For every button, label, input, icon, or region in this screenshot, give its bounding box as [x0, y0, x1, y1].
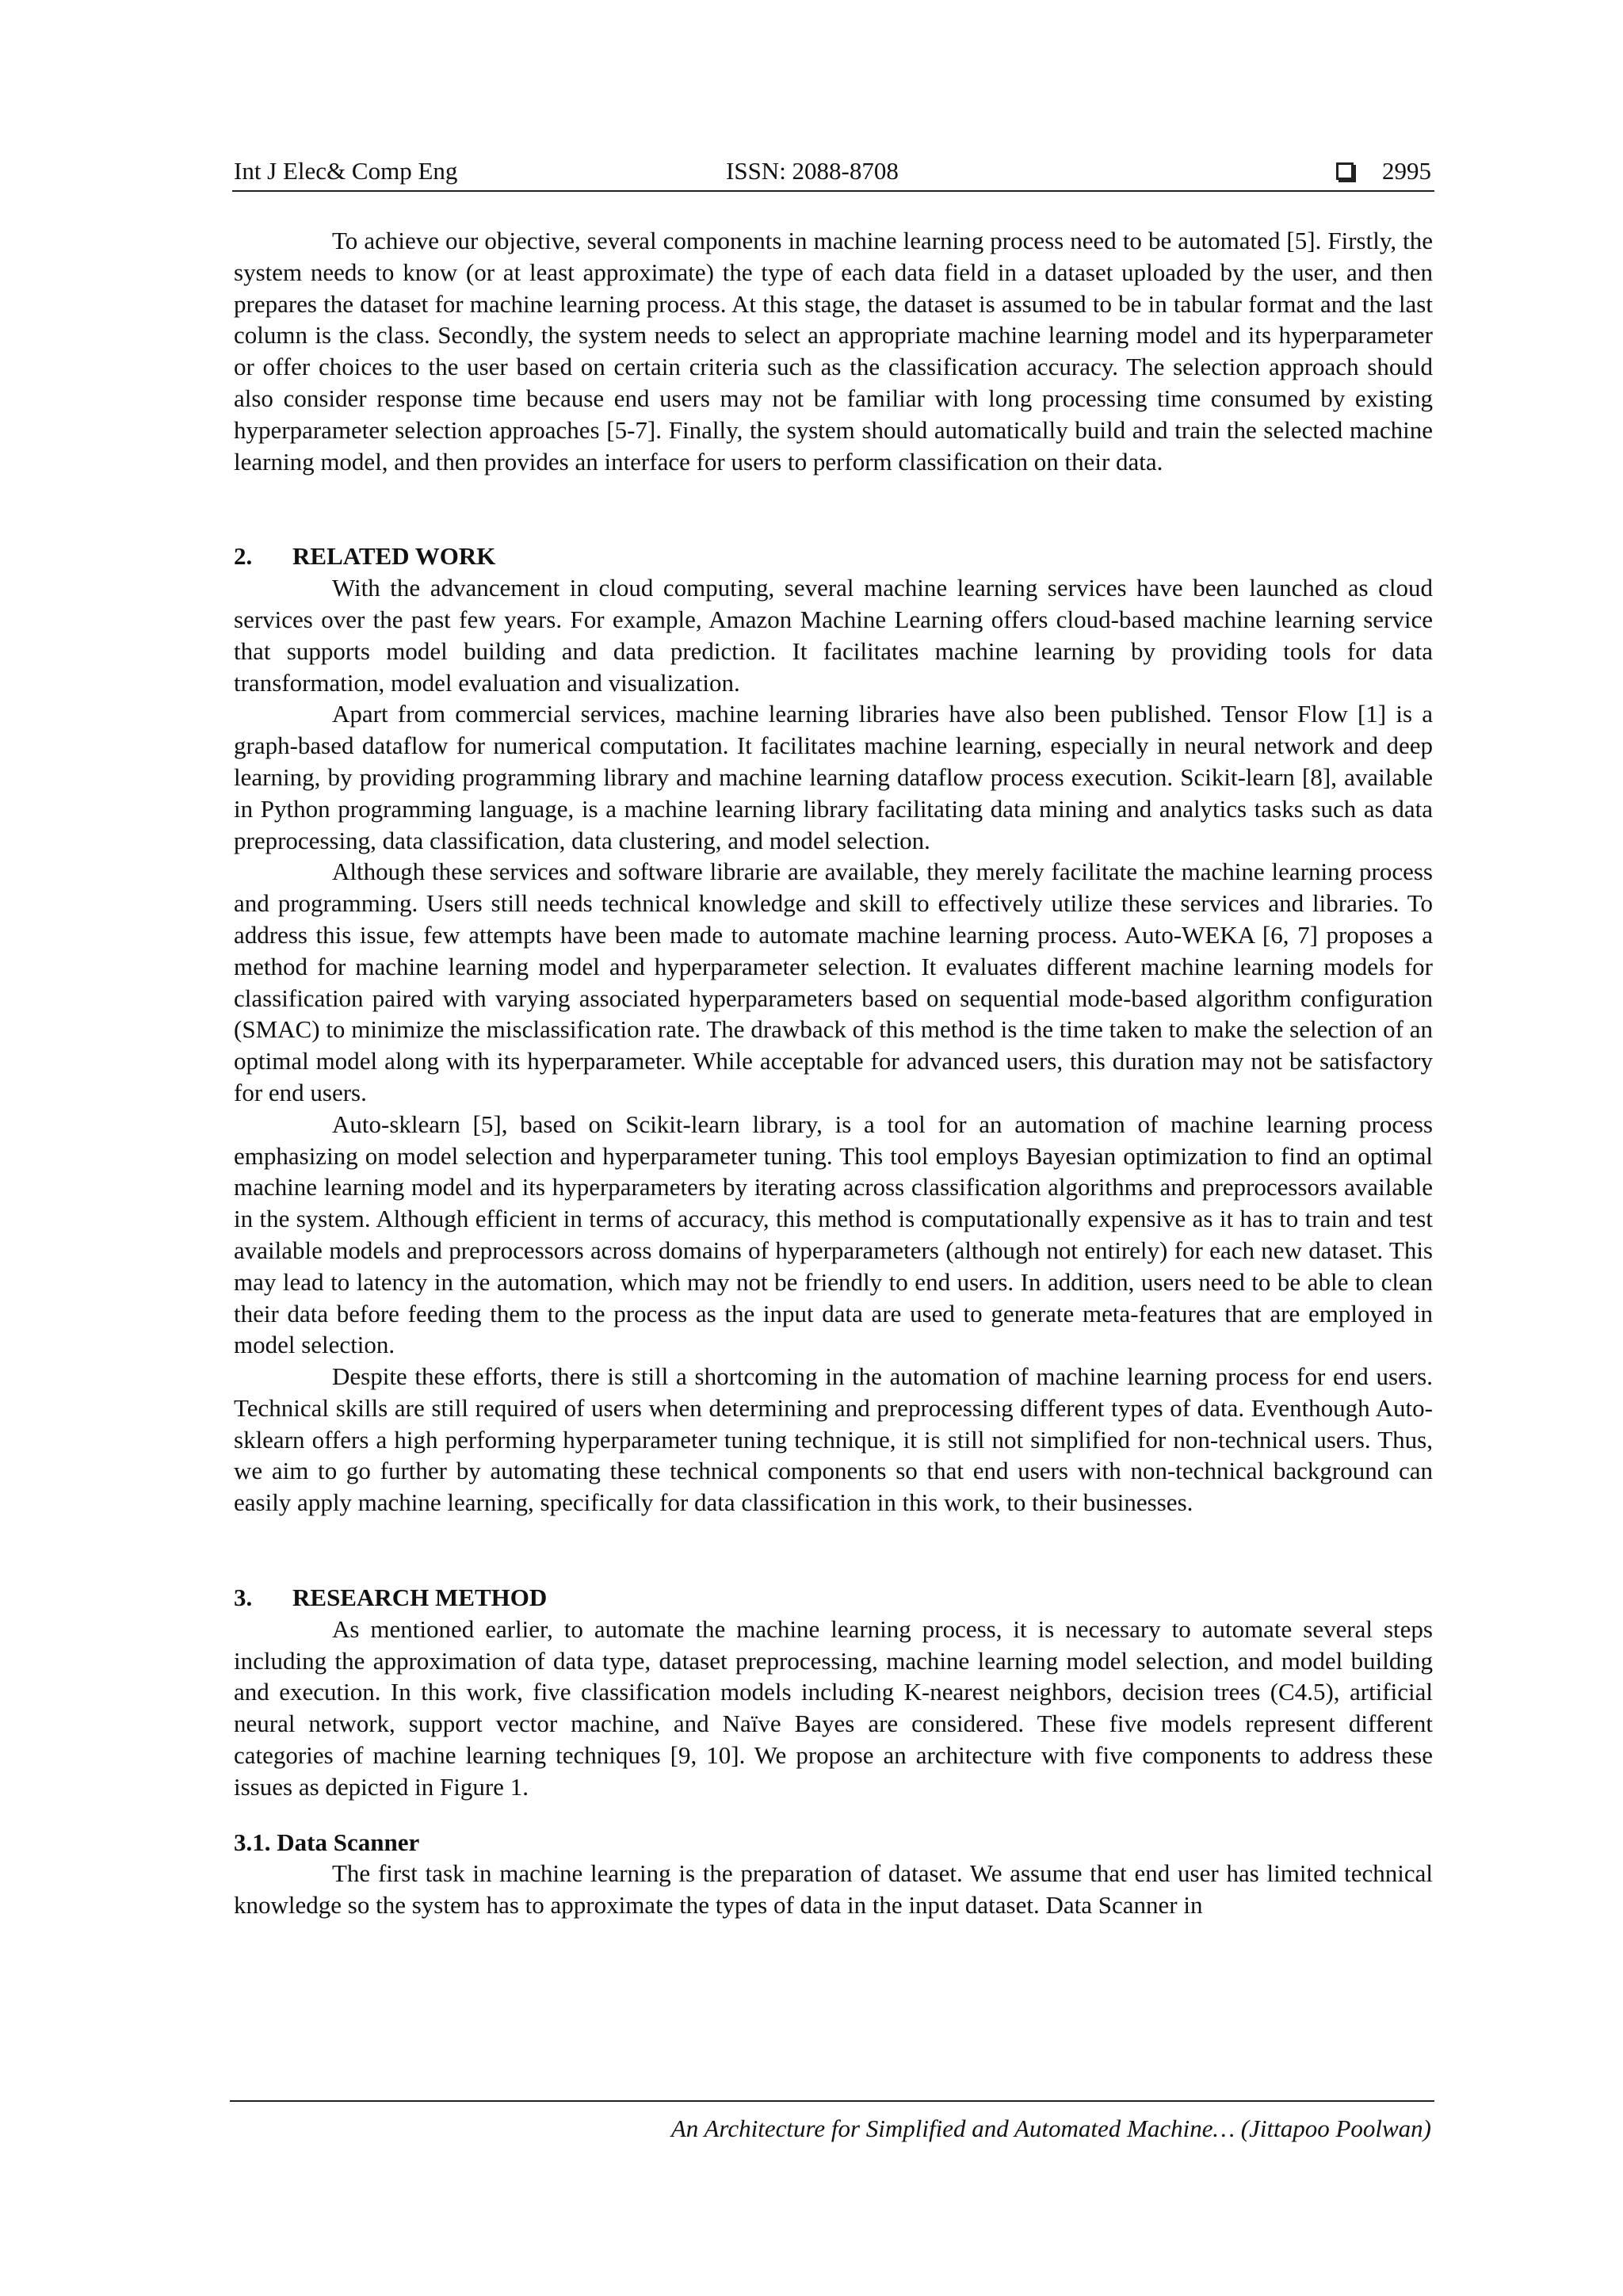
paragraph: Although these services and software librarie are available, they merely facilitate the machine learning process and programming. Users still needs technical knowledge and skill to effectively utilize these services and libraries. To address this issue, few attempts have been made to automate machine learning process. Auto-WEKA [6, 7] proposes a method for machine learning model and hyperparameter selection. It evaluates different machine learning models for classification paired with varying associated hyperparameters based on sequential mode-based algorithm configuration (SMAC) to minimize the misclassification rate. The drawback of this method is the time taken to make the selection of an optimal model along with its hyperparameter. While acceptable for advanced users, this duration may not be satisfactory for end users.	[234, 858, 1433, 1106]
section-number: 2.	[234, 542, 253, 571]
journal-name: Int J Elec& Comp Eng	[234, 157, 458, 185]
subsection-heading-data-scanner: 3.1. Data Scanner	[234, 1828, 420, 1856]
section-heading-research-method	[234, 1582, 1433, 1614]
running-title: An Architecture for Simplified and Automated Machine… (Jittapoo Poolwan)	[670, 2115, 1431, 2142]
issn: ISSN: 2088-8708	[726, 157, 899, 185]
paragraph: Apart from commercial services, machine learning libraries have also been published. Tensor Flow [1] is a graph-based dataflow for numerical computation. It facilitates machine learning, especially in neural network and deep learning, by providing programming library and machine learning dataflow process execution. Scikit-learn [8], available in Python programming language, is a machine learning library facilitating data mining and analytics tasks such as data preprocessing, data classification, data clustering, and model selection.	[234, 700, 1433, 854]
page-header	[232, 152, 1434, 192]
paragraph: Auto-sklearn [5], based on Scikit-learn library, is a tool for an automation of machine learning process emphasizing on model selection and hyperparameter tuning. This tool employs Bayesian optimization to find an optimal machine learning model and its hyperparameters by iterating across classification algorithms and preprocessors available in the system. Although efficient in terms of accuracy, this method is computationally expensive as it has to train and test available models and preprocessors across domains of hyperparameters (although not entirely) for each new dataset. This may lead to latency in the automation, which may not be friendly to end users. In addition, users need to be able to clean their data before feeding them to the process as the input data are used to generate meta-features that are employed in model selection.	[234, 1110, 1433, 1359]
section-title: RESEARCH METHOD	[292, 1584, 548, 1612]
page-footer	[230, 2100, 1434, 2142]
paragraph: As mentioned earlier, to automate the machine learning process, it is necessary to automate several steps including the approximation of data type, dataset preprocessing, machine learning model selection, and model building and execution. In this work, five classification models including K-nearest neighbors, decision trees (C4.5), artificial neural network, support vector machine, and Naïve Bayes are considered. These five models represent different categories of machine learning techniques [9, 10]. We propose an architecture with five components to address these issues as depicted in Figure 1.	[234, 1614, 1433, 1801]
paragraph: With the advancement in cloud computing, several machine learning services have been launched as cloud services over the past few years. For example, Amazon Machine Learning offers cloud-based machine learning service that supports model building and data prediction. It facilitates machine learning by providing tools for data transformation, model evaluation and visualization.	[234, 574, 1433, 697]
body-text	[234, 225, 1433, 1921]
section-heading-related-work	[234, 541, 1433, 572]
checkbox-square-icon	[1336, 162, 1354, 180]
section-title: RELATED WORK	[292, 542, 496, 571]
paragraph: Despite these efforts, there is still a shortcoming in the automation of machine learning process for end users. Technical skills are still required of users when determining and preprocessing different types of data. Eventhough Auto-sklearn offers a high performing hyperparameter tuning technique, it is still not simplified for non-technical users. Thus, we aim to go further by automating these technical components so that end users with non-technical background can easily apply machine learning, specifically for data classification in this work, to their businesses.	[234, 1362, 1433, 1517]
paragraph: The first task in machine learning is the preparation of dataset. We assume that end user has limited technical knowledge so the system has to approximate the types of data in the input dataset. Data Scanner in	[234, 1859, 1433, 1920]
page-number: 2995	[1382, 157, 1431, 185]
section-number: 3.	[234, 1584, 253, 1612]
page-number-group	[1336, 152, 1431, 190]
intro-paragraph: To achieve our objective, several components in machine learning process need to be automated [5]. Firstly, the system needs to know (or at least approximate) the type of each data field in a dataset uploaded by the user, and then prepares the dataset for machine learning process. At this stage, the dataset is assumed to be in tabular format and the last column is the class. Secondly, the system needs to select an appropriate machine learning model and its hyperparameter or offer choices to the user based on certain criteria such as the classification accuracy. The selection approach should also consider response time because end users may not be familiar with long processing time consumed by existing hyperparameter selection approaches [5-7]. Finally, the system should automatically build and train the selected machine learning model, and then provides an interface for users to perform classification on their data.	[234, 227, 1433, 476]
